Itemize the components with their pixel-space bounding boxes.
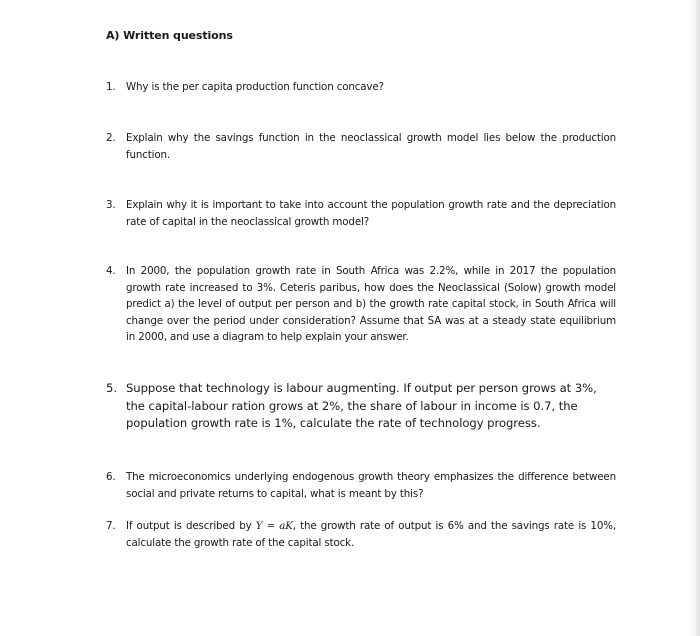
question-text: Suppose that technology is labour augmenting. If output per person grows at 3%, the capital-labour ration grows at 2%, the share of labour in income is 0.7, the population growth rate is 1%, calculate the rate of technology progress.: [126, 381, 597, 430]
question-text-after: , the growth rate of output is 6% and the savings rate is 10%, calculate the growth rate of the capital stock.: [126, 520, 616, 549]
question-text: The microeconomics underlying endogenous growth theory emphasizes the difference between social and private returns to capital, what is meant by this?: [126, 471, 616, 500]
question-7: [106, 518, 616, 551]
question-text: Explain why it is important to take into account the population growth rate and the depreciation rate of capital in the neoclassical growth model?: [126, 199, 616, 228]
question-1: [106, 79, 616, 96]
question-4: [106, 263, 616, 346]
question-text: [126, 518, 616, 551]
formula: Y = aK: [255, 520, 293, 532]
question-number: 3.: [106, 199, 116, 211]
question-3: [106, 197, 616, 230]
question-text: Why is the per capita production function concave?: [126, 81, 384, 93]
question-text: Explain why the savings function in the neoclassical growth model lies below the production function.: [126, 132, 616, 161]
question-5: [106, 380, 616, 433]
question-text-before: If output is described by: [126, 520, 256, 532]
question-number: 1.: [106, 81, 116, 93]
question-6: [106, 469, 616, 502]
question-2: [106, 130, 616, 163]
question-number: 4.: [106, 265, 116, 277]
question-number: 2.: [106, 132, 116, 144]
question-number: 6.: [106, 471, 116, 483]
question-text: In 2000, the population growth rate in South Africa was 2.2%, while in 2017 the population growth rate increased to 3%. Ceteris paribus, how does the Neoclassical (Solow) growth model predict a) the level of output per person and b) the growth rate capital stock, in South Africa will change over the period under consideration? Assume that SA was at a steady state equilibrium in 2000, and use a diagram to help explain your answer.: [126, 265, 616, 343]
question-number: 7.: [106, 520, 116, 532]
section-heading: A) Written questions: [106, 29, 233, 42]
question-number: 5.: [106, 381, 117, 395]
page-edge-shadow: [688, 0, 700, 636]
